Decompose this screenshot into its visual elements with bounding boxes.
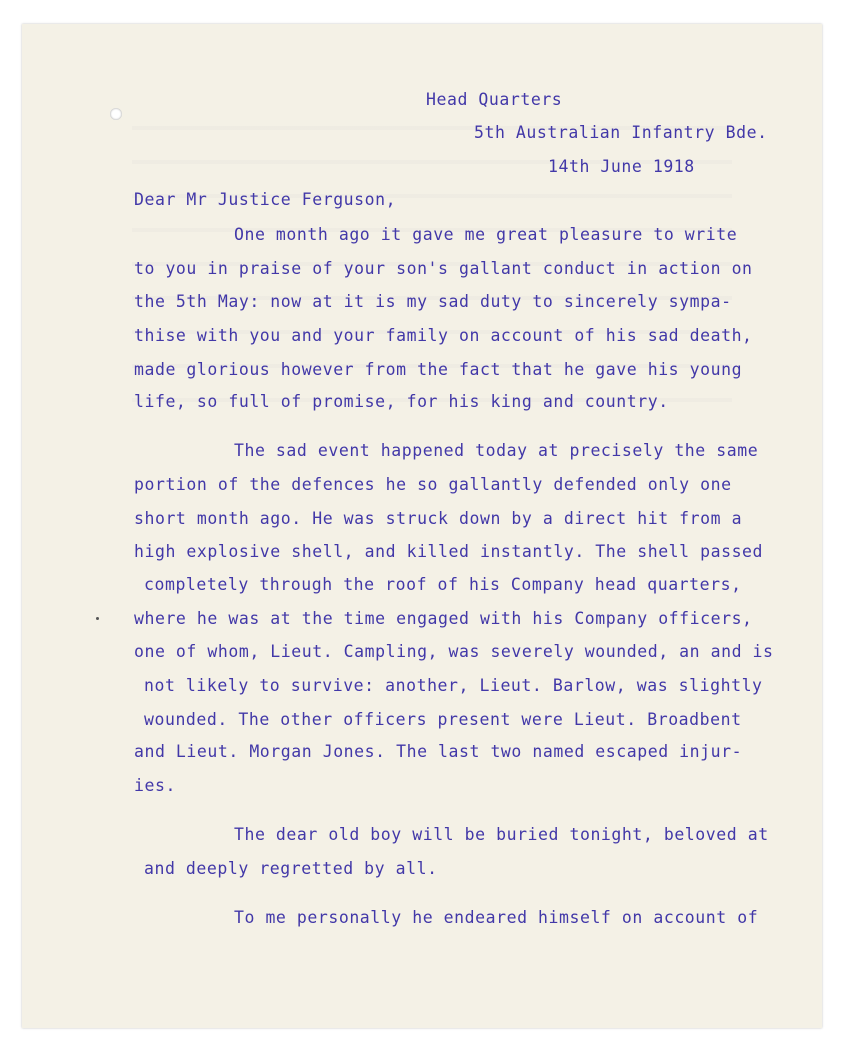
body-line: where he was at the time engaged with his Company officers, <box>134 609 753 628</box>
letter-page <box>22 24 822 1028</box>
body-line: one of whom, Lieut. Campling, was severely wounded, an and is <box>134 642 774 661</box>
body-line: To me personally he endeared himself on account of <box>234 908 759 927</box>
body-line: and deeply regretted by all. <box>144 859 438 878</box>
body-line: thise with you and your family on account of his sad death, <box>134 326 753 345</box>
header-line-1: Head Quarters <box>426 90 563 109</box>
body-line: ies. <box>134 776 176 795</box>
body-line: the 5th May: now at it is my sad duty to sincerely sympa- <box>134 292 732 311</box>
body-line: The dear old boy will be buried tonight, beloved at <box>234 825 769 844</box>
margin-speck <box>96 617 99 620</box>
header-date: 14th June 1918 <box>548 157 695 176</box>
body-line: wounded. The other officers present were Lieut. Broadbent <box>144 710 742 729</box>
body-line: and Lieut. Morgan Jones. The last two named escaped injur- <box>134 742 743 761</box>
salutation: Dear Mr Justice Ferguson, <box>134 190 397 209</box>
body-line: to you in praise of your son's gallant conduct in action on <box>134 259 753 278</box>
body-line: life, so full of promise, for his king and country. <box>134 392 669 411</box>
header-line-2: 5th Australian Infantry Bde. <box>474 123 768 142</box>
body-line: One month ago it gave me great pleasure to write <box>234 225 738 244</box>
body-line: The sad event happened today at precisely the same <box>234 441 759 460</box>
body-line: high explosive shell, and killed instantly. The shell passed <box>134 542 764 561</box>
body-line: short month ago. He was struck down by a direct hit from a <box>134 509 743 528</box>
body-line: made glorious however from the fact that he gave his young <box>134 360 743 379</box>
body-line: portion of the defences he so gallantly defended only one <box>134 475 732 494</box>
punch-hole <box>110 108 122 120</box>
body-line: completely through the roof of his Company head quarters, <box>144 575 742 594</box>
body-line: not likely to survive: another, Lieut. Barlow, was slightly <box>144 676 763 695</box>
